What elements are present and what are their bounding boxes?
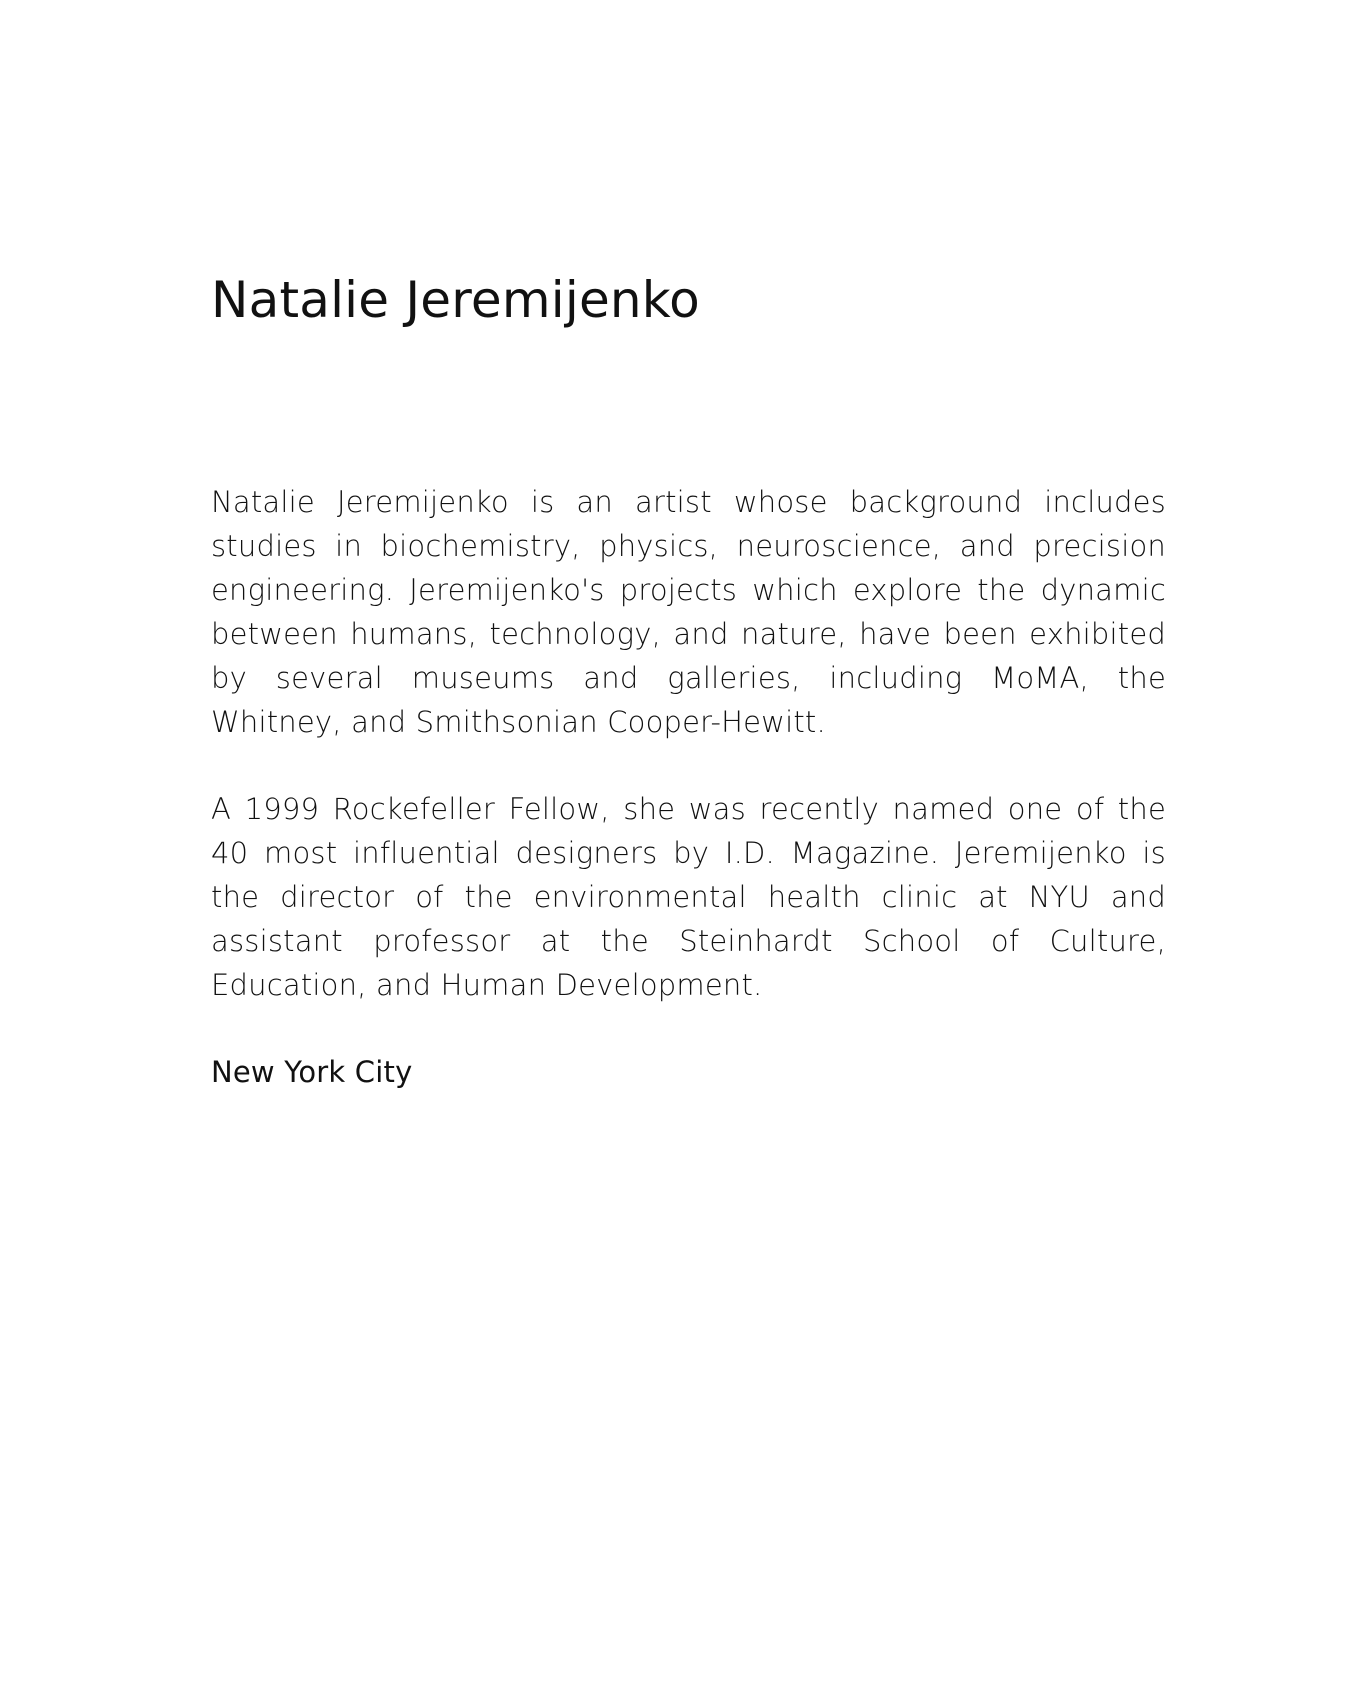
bio-paragraph-1: Natalie Jeremijenko is an artist whose background includes studies in biochemistry, physics, neuroscience, and precision engineering. Jeremijenko's projects which explore the dynamic between humans, technology, and nature, have been exhibited by several museums and galleries, including MoMA, the Whitney, and Smithsonian Cooper-Hewitt. <box>211 485 1166 739</box>
biography <box>211 480 1166 1094</box>
bio-paragraph-2: A 1999 Rockefeller Fellow, she was recently named one of the 40 most influential designers by I.D. Magazine. Jeremijenko is the director of the environmental health clinic at NYU and assistant professor at the Steinhardt School of Culture, Education, and Human Development. <box>211 792 1166 1002</box>
document-page <box>211 270 1166 1094</box>
location: New York City <box>211 1055 413 1089</box>
page-title: Natalie Jeremijenko <box>211 271 700 329</box>
